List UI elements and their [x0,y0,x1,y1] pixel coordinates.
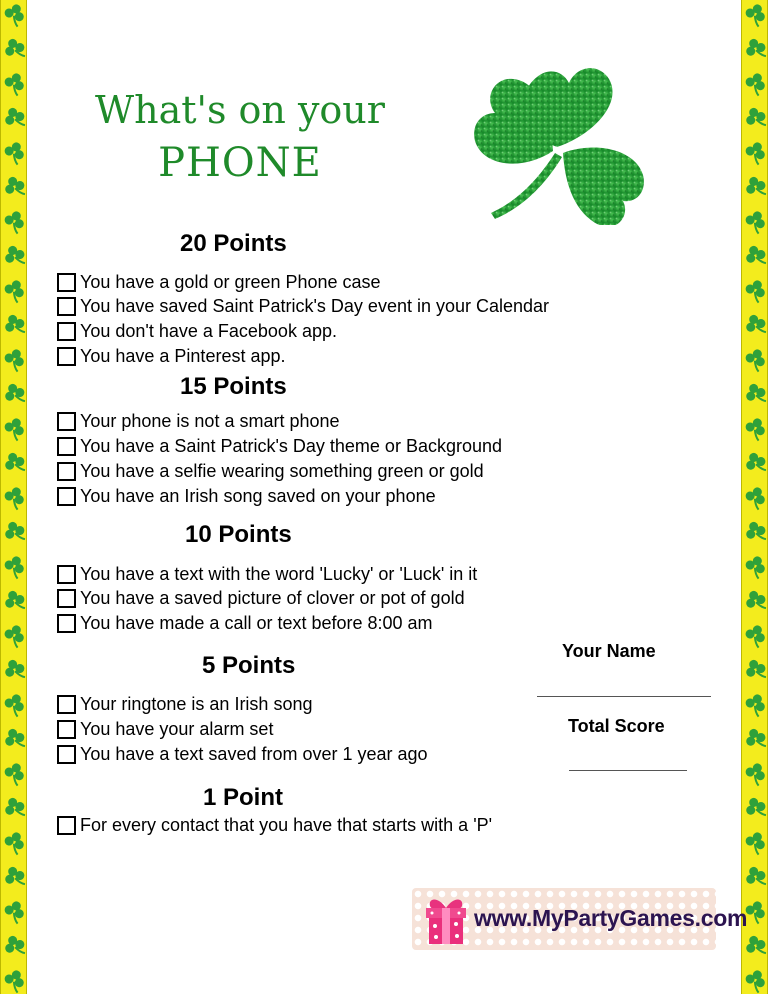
item-text: For every contact that you have that starts with a 'P' [80,814,493,835]
checkbox[interactable] [57,437,76,456]
checkbox[interactable] [57,487,76,506]
checklist-item [57,717,273,741]
item-text: Your ringtone is an Irish song [80,693,313,714]
checkbox[interactable] [57,720,76,739]
total-score-line[interactable] [569,770,687,771]
checklist-item [57,294,549,318]
website-badge[interactable] [412,888,748,950]
item-text: You have a gold or green Phone case [80,271,381,292]
item-text: You have a text saved from over 1 year ago [80,743,428,764]
item-text: You have a Pinterest app. [80,345,286,366]
title-line-2: PHONE [158,140,322,186]
section-heading-10-points: 10 Points [185,521,292,548]
checklist-item [57,484,436,508]
checklist-item [57,270,381,294]
checkbox[interactable] [57,589,76,608]
checkbox[interactable] [57,273,76,292]
section-heading-20-points: 20 Points [180,230,287,257]
checklist-item [57,692,312,716]
checkbox[interactable] [57,412,76,431]
checklist-item [57,586,465,610]
total-score-label: Total Score [568,716,665,736]
checklist-item [57,742,428,766]
item-text: You have a selfie wearing something green or gold [80,460,484,481]
item-text: You have a Saint Patrick's Day theme or Background [80,435,503,456]
checkbox[interactable] [57,614,76,633]
section-heading-5-points: 5 Points [202,652,296,679]
item-text: Your phone is not a smart phone [80,410,340,431]
section-heading-15-points: 15 Points [180,373,287,400]
checklist-item [57,319,337,343]
checkbox[interactable] [57,462,76,481]
item-text: You don't have a Facebook app. [80,320,337,341]
checkbox[interactable] [57,816,76,835]
item-text: You have saved Saint Patrick's Day event in your Calendar [80,295,550,316]
shamrock-icon [465,55,655,225]
checklist-item [57,562,477,586]
section-heading-1-point: 1 Point [203,784,284,811]
checkbox[interactable] [57,297,76,316]
checklist-item [57,344,286,368]
checklist-item [57,409,340,433]
checkbox[interactable] [57,322,76,341]
item-text: You have an Irish song saved on your phone [80,485,436,506]
shamrock-pattern-icon [742,0,768,994]
left-shamrock-border [0,0,27,994]
checkbox[interactable] [57,347,76,366]
gift-icon [422,894,470,946]
shamrock-pattern-icon [1,0,27,994]
item-text: You have your alarm set [80,718,274,739]
item-text: You have made a call or text before 8:00 am [80,612,433,633]
right-shamrock-border [741,0,768,994]
checklist-item [57,434,502,458]
checkbox[interactable] [57,695,76,714]
your-name-line[interactable] [537,696,711,697]
item-text: You have a text with the word 'Lucky' or 'Luck' in it [80,563,478,584]
title-line-1: What's on your [95,88,385,132]
item-text: You have a saved picture of clover or pot of gold [80,587,465,608]
checkbox[interactable] [57,745,76,764]
checkbox[interactable] [57,565,76,584]
checklist-item [57,459,484,483]
checklist-item [57,813,492,837]
your-name-label: Your Name [562,641,656,661]
checklist-item [57,611,433,635]
website-link[interactable]: www.MyPartyGames.com [474,905,748,931]
